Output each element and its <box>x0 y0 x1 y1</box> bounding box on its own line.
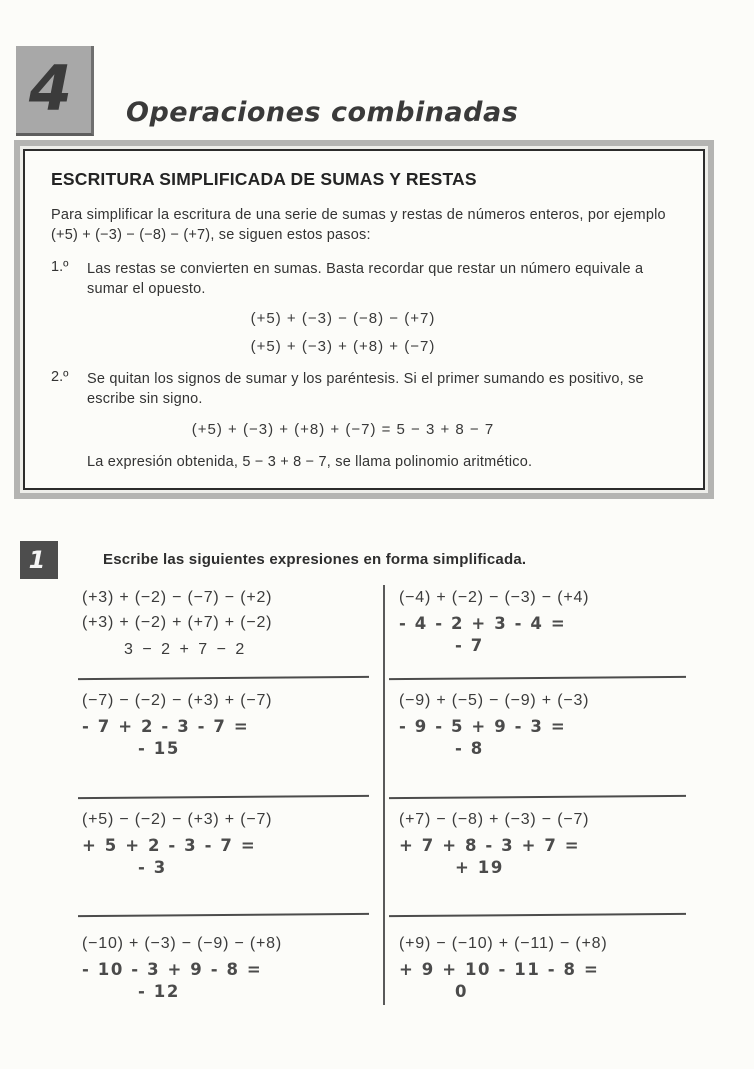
chapter-header <box>16 46 754 136</box>
step-equation: (+5) + (−3) + (+8) + (−7) = 5 − 3 + 8 − 7 <box>191 420 495 438</box>
exercise-number-badge <box>20 541 58 579</box>
problem-cell <box>383 803 716 921</box>
problem-result: - 15 <box>138 738 180 758</box>
problem-work: - 7 + 2 - 3 - 7 = <box>82 716 250 736</box>
cell-separator-line <box>78 676 369 680</box>
problem-cell <box>383 921 716 1037</box>
cell-separator-line <box>78 913 369 917</box>
problem-result: 0 <box>455 981 469 1001</box>
problem-result: + 19 <box>455 857 504 877</box>
problems-grid-inner <box>58 581 716 1037</box>
problem-result: - 7 <box>455 635 484 655</box>
problem-expression: (+3) + (−2) − (−7) − (+2) <box>82 588 273 606</box>
step-1 <box>51 259 675 300</box>
problem-work: (+3) + (−2) + (+7) + (−2) <box>82 613 273 631</box>
problem-cell <box>383 684 716 803</box>
step-2-text: Se quitan los signos de sumar y los paréntesis. Si el primer sumando es positivo, se escribe sin signo. <box>87 371 644 408</box>
problem-expression: (+9) − (−10) + (−11) − (+8) <box>399 934 608 952</box>
chapter-title: Operaciones combinadas <box>126 97 519 128</box>
cell-separator-line <box>389 913 686 917</box>
problem-result: - 3 <box>138 857 167 877</box>
exercise-number: 1 <box>28 545 46 574</box>
step-1-text: Las restas se convierten en sumas. Basta recordar que restar un número equivale a sumar el opuesto. <box>87 260 644 297</box>
problem-cell <box>58 581 383 684</box>
problem-work: + 7 + 8 - 3 + 7 = <box>399 835 581 855</box>
problem-cell <box>58 803 383 921</box>
step-2-equations <box>51 421 675 438</box>
step-equation: (+5) + (−3) + (+8) + (−7) <box>250 338 436 356</box>
problem-work: - 9 - 5 + 9 - 3 = <box>399 716 567 736</box>
info-box-inner <box>23 149 705 490</box>
problems-grid <box>58 581 716 1037</box>
problem-result: - 8 <box>455 738 484 758</box>
problem-expression: (+5) − (−2) − (+3) + (−7) <box>82 810 273 828</box>
problem-expression: (−10) + (−3) − (−9) − (+8) <box>82 934 282 952</box>
page-root <box>0 46 754 1037</box>
problem-cell <box>58 921 383 1037</box>
chapter-number-badge <box>16 46 94 136</box>
step-equation: (+5) + (−3) − (−8) − (+7) <box>250 310 436 328</box>
problem-cell <box>58 684 383 803</box>
chapter-number: 4 <box>28 52 73 126</box>
exercise-header <box>20 541 754 579</box>
problem-expression: (−7) − (−2) − (+3) + (−7) <box>82 691 273 709</box>
exercise-instruction: Escribe las siguientes expresiones en forma simplificada. <box>103 551 527 569</box>
info-box-conclusion: La expresión obtenida, 5 − 3 + 8 − 7, se llama polinomio aritmético. <box>87 453 533 470</box>
cell-separator-line <box>78 795 369 799</box>
problem-expression: (−9) + (−5) − (−9) + (−3) <box>399 691 590 709</box>
info-box <box>14 140 714 499</box>
problem-work: - 4 - 2 + 3 - 4 = <box>399 613 567 633</box>
cell-separator-line <box>389 795 686 799</box>
step-2 <box>51 369 675 410</box>
problem-expression: (+7) − (−8) + (−3) − (−7) <box>399 810 590 828</box>
step-1-equations <box>51 310 675 355</box>
problem-work: + 9 + 10 - 11 - 8 = <box>399 959 600 979</box>
step-2-label: 2.º <box>51 369 69 386</box>
problem-work: + 5 + 2 - 3 - 7 = <box>82 835 257 855</box>
problem-cell <box>383 581 716 684</box>
info-box-intro: Para simplificar la escritura de una serie de sumas y restas de números enteros, por ejemplo (+5) + (−3) − (−8) − (+7), se siguen estos pasos: <box>51 207 666 244</box>
cell-separator-line <box>389 676 686 680</box>
problem-result: - 12 <box>138 981 180 1001</box>
info-box-title: ESCRITURA SIMPLIFICADA DE SUMAS Y RESTAS <box>51 169 477 189</box>
problem-work: - 10 - 3 + 9 - 8 = <box>82 959 263 979</box>
problem-result: 3 − 2 + 7 − 2 <box>124 640 247 658</box>
problem-expression: (−4) + (−2) − (−3) − (+4) <box>399 588 590 606</box>
step-1-label: 1.º <box>51 258 69 275</box>
